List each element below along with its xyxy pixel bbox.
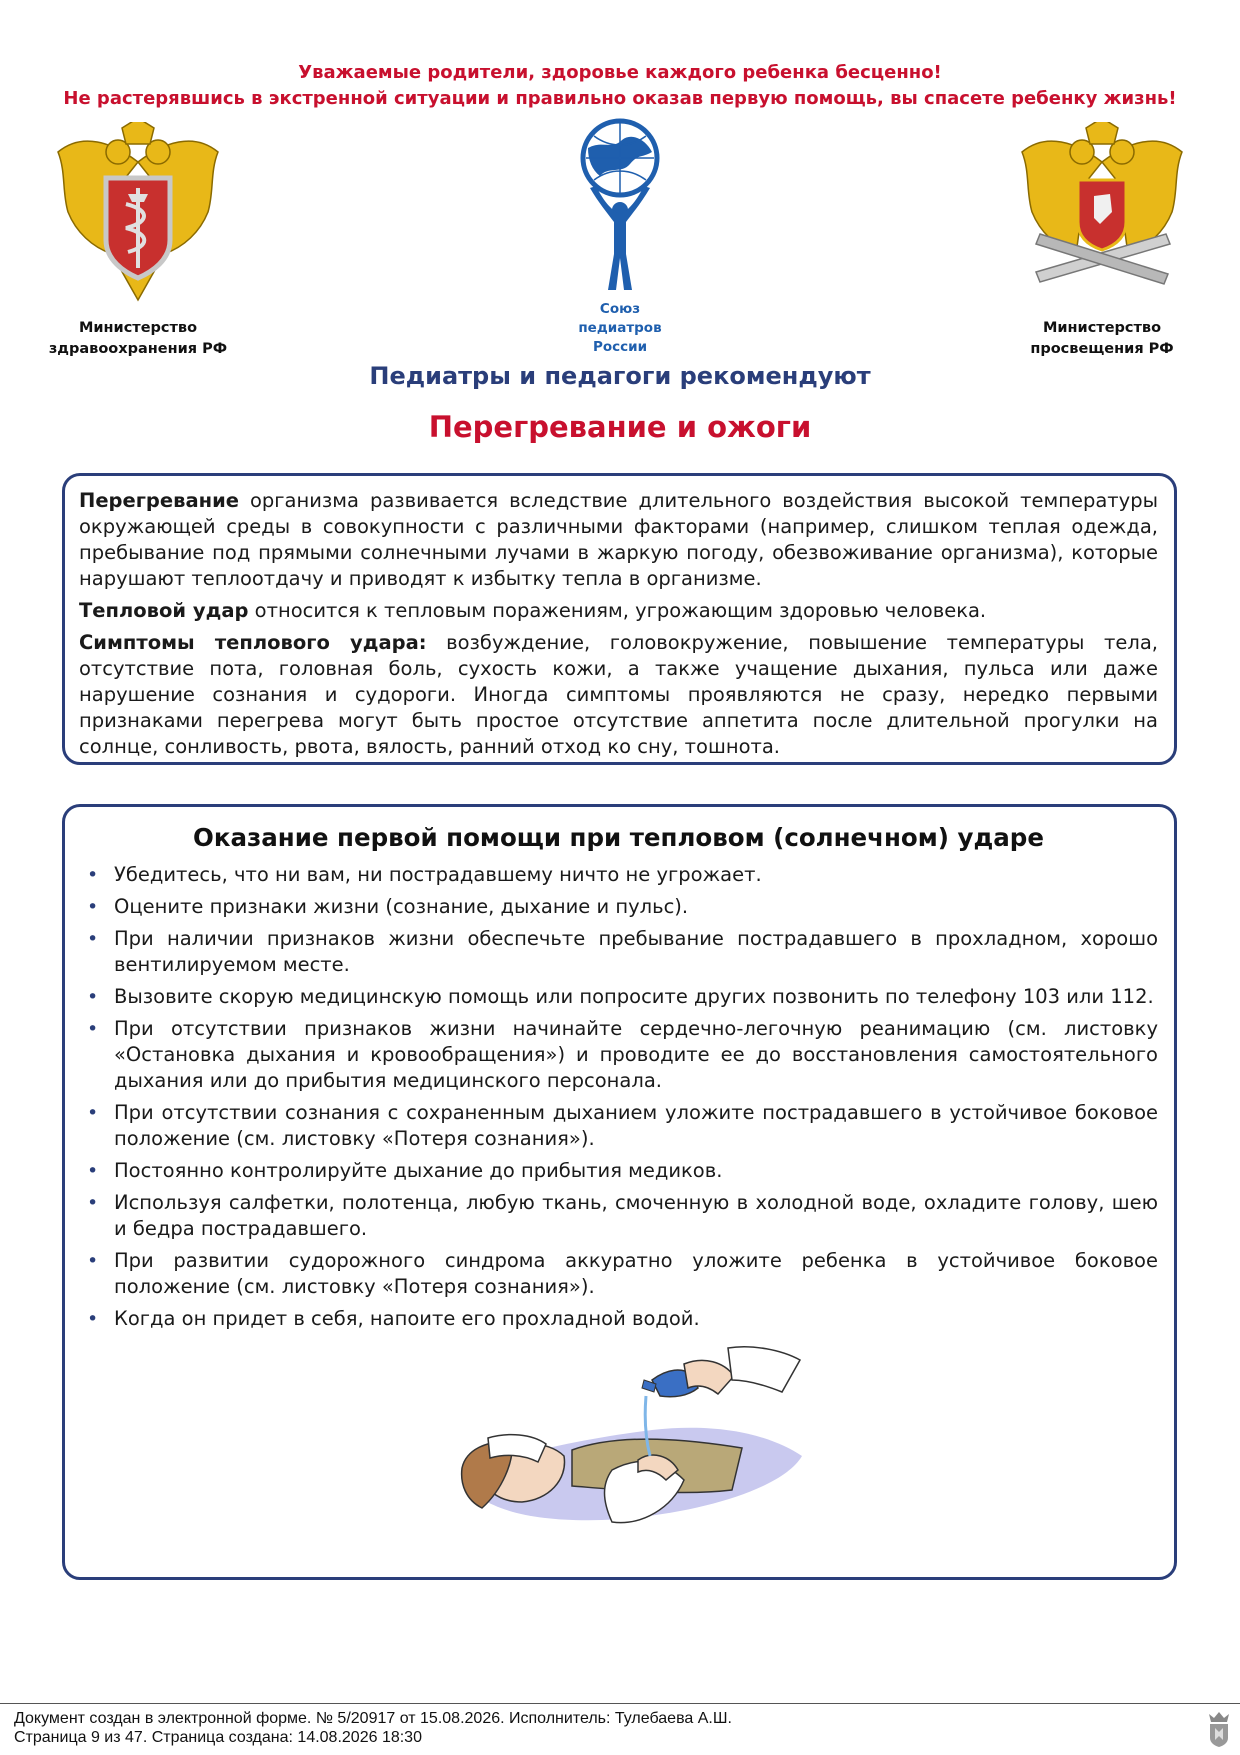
list-item [79,1158,1158,1184]
bullet-icon: • [87,986,99,1008]
pediatric-union-caption-line-3: России [592,339,648,355]
step-text: Оцените признаки жизни (сознание, дыхание и пульс). [114,895,689,918]
step-text: Используя салфетки, полотенца, любую ткань, смоченную в холодной воде, охладите голову, шею и бедра пострадавшего. [114,1191,1158,1240]
list-item [79,926,1158,978]
intro-panel [62,473,1177,765]
first-aid-title: Оказание первой помощи при тепловом (солнечном) ударе [193,823,1044,852]
heatstroke-text: относится к тепловым поражениям, угрожающим здоровью человека. [248,599,987,622]
subtitle: Педиатры и педагоги рекомендуют [369,362,871,390]
pediatric-union-caption-line-1: Союз [599,301,641,317]
bullet-icon: • [87,864,99,886]
heatstroke-paragraph [79,598,1158,624]
bullet-icon: • [87,1018,99,1040]
bullet-icon: • [87,1102,99,1124]
first-aid-illustration [452,1340,812,1560]
bullet-icon: • [87,1160,99,1182]
footer-line-1: Документ создан в электронной форме. № 5/20917 от 15.08.2026. Исполнитель: Тулебаева А.Ш. [14,1710,732,1727]
page-title: Перегревание и ожоги [428,410,812,444]
education-ministry-caption-line-1: Министерство [1042,320,1162,336]
list-item [79,1016,1158,1094]
list-item [79,1306,1158,1332]
bullet-icon: • [87,928,99,950]
overheating-paragraph [79,488,1158,592]
education-ministry-caption-line-2: просвещения РФ [1030,341,1174,357]
step-text: Постоянно контролируйте дыхание до прибытия медиков. [114,1159,723,1182]
step-text: Когда он придет в себя, напоите его прохладной водой. [114,1307,700,1330]
overheating-term: Перегревание [79,489,239,512]
list-item [79,862,1158,888]
education-ministry-caption [992,318,1212,360]
footer-emblem-icon [1206,1708,1232,1748]
health-ministry-caption [28,318,248,360]
footer-divider [0,1703,1240,1704]
list-item [79,984,1158,1010]
step-text: При наличии признаков жизни обеспечьте пребывание пострадавшего в прохладном, хорошо вентилируемом месте. [114,927,1158,976]
heatstroke-term: Тепловой удар [79,599,249,622]
pediatric-union-caption-line-2: педиатров [578,320,662,336]
pediatric-union-logo-icon [568,118,672,304]
footer-line-2: Страница 9 из 47. Страница создана: 14.08.2026 18:30 [14,1729,422,1746]
bullet-icon: • [87,1250,99,1272]
list-item [79,1190,1158,1242]
symptoms-text: возбуждение, головокружение, повышение температуры тела, отсутствие пота, головная боль, сухость кожи, а также учащение дыхания, пульса или даже нарушение сознания и судороги. Иногда симптомы проявляются не сразу, нередко первыми признаками перегрева могут быть простое отсутствие аппетита после длительной прогулки на солнце, сонливость, рвота, вялость, ранний отход ко сну, тошнота. [79,631,1158,758]
step-text: Вызовите скорую медицинскую помощь или попросите других позвонить по телефону 103 или 112. [114,985,1154,1008]
list-item [79,894,1158,920]
health-ministry-caption-line-1: Министерство [78,320,198,336]
symptoms-paragraph [79,630,1158,760]
symptoms-term: Симптомы теплового удара: [79,631,427,654]
first-aid-steps [79,862,1158,1332]
header-line-2: Не растерявшись в экстренной ситуации и правильно оказав первую помощь, вы спасете ребенку жизнь! [63,88,1177,109]
pediatric-union-caption [560,300,680,357]
step-text: При развитии судорожного синдрома аккуратно уложите ребенка в устойчивое боковое положение (см. листовку «Потеря сознания»). [114,1249,1158,1298]
list-item [79,1100,1158,1152]
bullet-icon: • [87,1192,99,1214]
header-line-1: Уважаемые родители, здоровье каждого ребенка бесценно! [298,62,942,83]
bullet-icon: • [87,1308,99,1330]
overheating-text: организма развивается вследствие длительного воздействия высокой температуры окружающей среды в совокупности с различными факторами (например, слишком теплая одежда, пребывание под прямыми солнечными лучами в жаркую погоду, обезвоживание организма), которые нарушают теплоотдачу и приводят к избытку тепла в организме. [79,489,1158,590]
step-text: Убедитесь, что ни вам, ни пострадавшему ничто не угрожает. [114,863,762,886]
health-ministry-emblem-icon [52,122,224,302]
step-text: При отсутствии сознания с сохраненным дыханием уложите пострадавшего в устойчивое боковое положение (см. листовку «Потеря сознания»). [114,1101,1158,1150]
list-item [79,1248,1158,1300]
health-ministry-caption-line-2: здравоохранения РФ [48,341,228,357]
bullet-icon: • [87,896,99,918]
education-ministry-emblem-icon [1016,122,1188,302]
step-text: При отсутствии признаков жизни начинайте сердечно-легочную реанимацию (см. листовку «Остановка дыхания и кровообращения») и проводите ее до восстановления самостоятельного дыхания или до прибытия медицинского персонала. [114,1017,1158,1092]
